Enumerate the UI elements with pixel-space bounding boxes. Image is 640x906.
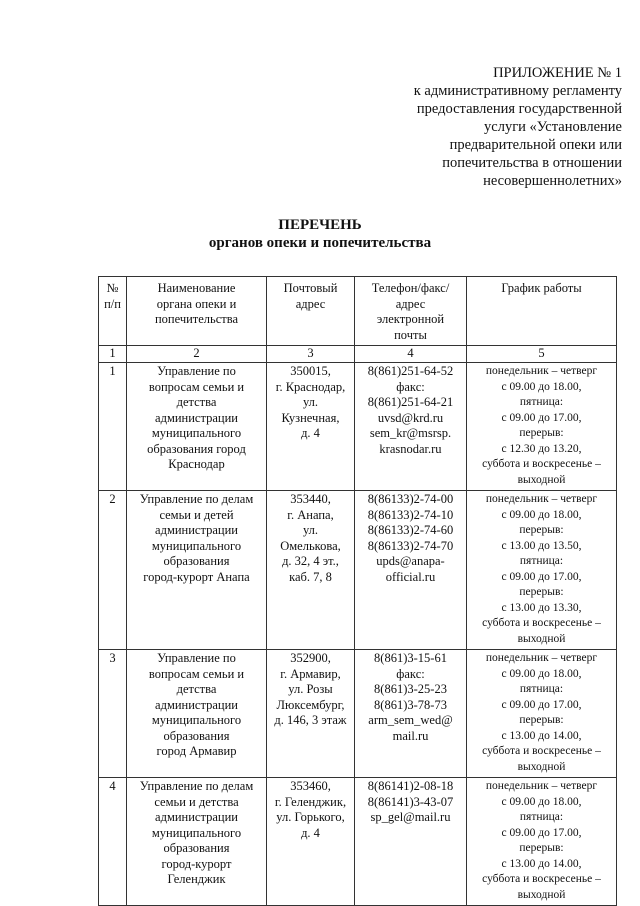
cell-line: суббота и воскресенье –	[482, 617, 601, 629]
cell-line: г. Армавир,	[280, 666, 341, 681]
cell-line: 8(86133)2-74-10	[367, 507, 454, 522]
cell-line: krasnodar.ru	[379, 441, 442, 456]
cell-line: Почтовый	[283, 281, 338, 295]
document-title: ПЕРЕЧЕНЬ	[278, 217, 362, 233]
cell-line: д. 4	[301, 825, 320, 840]
cell-line: г. Геленджик,	[274, 794, 347, 809]
column-index-cell: 2	[127, 346, 267, 363]
cell-line: с 12.30 до 13.20,	[501, 442, 582, 455]
cell-line: город Армавир	[156, 744, 237, 758]
cell-line: образования	[163, 554, 230, 568]
cell-line: органа опеки и	[156, 296, 237, 311]
cell-line: вопросам семьи и	[148, 666, 245, 681]
appendix-line: к административному регламенту	[413, 83, 622, 99]
cell-line: с 13.00 до 13.30,	[501, 601, 582, 614]
cell-line: д. 4	[301, 426, 320, 440]
cell-line: понедельник – четверг	[485, 365, 598, 377]
cell-line: 8(861)251-64-21	[367, 395, 454, 409]
org-name-cell	[127, 778, 267, 906]
cell-line: пятница:	[519, 683, 564, 695]
appendix-line: услуги «Установление	[484, 119, 622, 135]
cell-line: Кузнечная,	[281, 410, 340, 425]
cell-line: факс:	[396, 379, 425, 394]
cell-line: город-курорт	[161, 856, 232, 871]
cell-line: ул. Розы	[288, 682, 333, 696]
cell-line: 8(86133)2-74-60	[367, 523, 454, 537]
row-number: 1	[99, 363, 127, 491]
cell-line: выходной	[517, 632, 566, 645]
column-index-row	[99, 346, 617, 363]
contacts-cell	[355, 650, 467, 778]
cell-line: №	[106, 281, 119, 295]
contacts-cell	[355, 363, 467, 491]
cell-line: Наименование	[157, 281, 236, 295]
postal-address-cell	[267, 363, 355, 491]
cell-line: муниципального	[151, 426, 242, 440]
schedule-cell	[467, 491, 617, 650]
cell-line: 8(86141)2-08-18	[367, 779, 454, 793]
row-number: 3	[99, 650, 127, 778]
cell-line: с 09.00 до 17.00,	[501, 411, 582, 424]
org-name-cell	[127, 491, 267, 650]
cell-line: с 13.00 до 13.50,	[501, 539, 582, 552]
cell-line: Управление по делам	[139, 492, 254, 506]
cell-line: г. Краснодар,	[275, 379, 346, 394]
cell-line: понедельник – четверг	[485, 652, 598, 664]
cell-line: электронной	[376, 312, 445, 326]
cell-line: sp_gel@mail.ru	[370, 810, 451, 824]
document-subtitle: органов опеки и попечительства	[208, 235, 432, 251]
cell-line: с 13.00 до 14.00,	[501, 729, 582, 742]
row-number: 4	[99, 778, 127, 906]
cell-line: пятница:	[519, 811, 564, 823]
cell-line: uvsd@krd.ru	[377, 410, 444, 425]
header-contacts	[355, 277, 467, 346]
cell-line: arm_sem_wed@	[368, 713, 453, 727]
cell-line: администрации	[155, 697, 238, 712]
cell-line: понедельник – четверг	[485, 493, 598, 505]
cell-line: пятница:	[519, 555, 564, 567]
postal-address-cell	[267, 650, 355, 778]
appendix-line: попечительства в отношении	[442, 155, 622, 171]
cell-line: г. Анапа,	[287, 507, 334, 522]
cell-line: График работы	[501, 281, 582, 295]
cell-line: попечительства	[154, 312, 239, 326]
cell-line: 353460,	[290, 779, 331, 793]
cell-line: администрации	[155, 410, 238, 425]
cell-line: Люксембург,	[276, 697, 345, 712]
cell-line: Краснодар	[168, 457, 225, 471]
cell-line: с 09.00 до 18.00,	[501, 667, 582, 680]
postal-address-cell	[267, 491, 355, 650]
org-name-cell	[127, 650, 267, 778]
cell-line: 352900,	[290, 651, 331, 665]
table-body	[99, 363, 617, 906]
cell-line: Телефон/факс/	[371, 281, 450, 295]
column-index-cell: 1	[99, 346, 127, 363]
cell-line: семьи и детства	[154, 794, 239, 809]
cell-line: mail.ru	[392, 728, 429, 743]
cell-line: почты	[394, 327, 427, 342]
cell-line: 8(86133)2-74-70	[367, 538, 454, 553]
appendix-line: несовершеннолетних»	[483, 173, 622, 189]
cell-line: п/п	[104, 296, 121, 311]
table-row	[99, 491, 617, 650]
schedule-cell	[467, 363, 617, 491]
document-heading	[0, 216, 640, 252]
cell-line: с 13.00 до 14.00,	[501, 857, 582, 870]
contacts-cell	[355, 778, 467, 906]
cell-line: ул.	[302, 395, 319, 409]
header-name	[127, 277, 267, 346]
table-row	[99, 363, 617, 491]
cell-line: с 09.00 до 17.00,	[501, 570, 582, 583]
cell-line: с 09.00 до 18.00,	[501, 508, 582, 521]
postal-address-cell	[267, 778, 355, 906]
contacts-cell	[355, 491, 467, 650]
org-name-cell	[127, 363, 267, 491]
header-schedule	[467, 277, 617, 346]
cell-line: 8(861)3-78-73	[374, 697, 447, 712]
cell-line: каб. 7, 8	[289, 569, 332, 584]
cell-line: муниципального	[151, 713, 242, 727]
cell-line: вопросам семьи и	[148, 379, 245, 394]
cell-line: с 09.00 до 17.00,	[501, 698, 582, 711]
cell-line: детства	[176, 395, 217, 409]
column-index-cell: 4	[355, 346, 467, 363]
table-header-row	[99, 277, 617, 346]
cell-line: ул.	[302, 523, 319, 537]
cell-line: суббота и воскресенье –	[482, 458, 601, 470]
cell-line: Управление по делам	[139, 779, 254, 793]
cell-line: перерыв:	[519, 842, 564, 854]
cell-line: sem_kr@msrsp.	[369, 426, 452, 440]
cell-line: суббота и воскресенье –	[482, 873, 601, 885]
cell-line: перерыв:	[519, 524, 564, 536]
cell-line: 350015,	[290, 364, 331, 378]
cell-line: семьи и детей	[159, 507, 234, 522]
cell-line: перерыв:	[519, 586, 564, 598]
cell-line: Геленджик	[167, 872, 226, 886]
column-index-cell: 3	[267, 346, 355, 363]
schedule-cell	[467, 650, 617, 778]
guardianship-bodies-table	[98, 276, 617, 906]
cell-line: Управление по	[157, 364, 236, 378]
table-row	[99, 778, 617, 906]
cell-line: выходной	[517, 760, 566, 773]
schedule-cell	[467, 778, 617, 906]
cell-line: 8(861)3-25-23	[374, 682, 447, 696]
cell-line: с 09.00 до 17.00,	[501, 826, 582, 839]
cell-line: город-курорт Анапа	[143, 569, 250, 584]
cell-line: д. 146, 3 этаж	[274, 713, 347, 727]
cell-line: образования город	[147, 441, 246, 456]
cell-line: с 09.00 до 18.00,	[501, 380, 582, 393]
cell-line: детства	[176, 682, 217, 696]
cell-line: д. 32, 4 эт.,	[282, 554, 339, 568]
table-row	[99, 650, 617, 778]
cell-line: Управление по	[157, 651, 236, 665]
appendix-line: предварительной опеки или	[449, 137, 622, 153]
row-number: 2	[99, 491, 127, 650]
cell-line: пятница:	[519, 396, 564, 408]
cell-line: суббота и воскресенье –	[482, 745, 601, 757]
cell-line: факс:	[396, 666, 425, 681]
cell-line: 8(86133)2-74-00	[367, 492, 454, 506]
cell-line: с 09.00 до 18.00,	[501, 795, 582, 808]
cell-line: выходной	[517, 888, 566, 901]
cell-line: Омелькова,	[280, 538, 341, 553]
cell-line: адрес	[395, 296, 426, 311]
cell-line: перерыв:	[519, 714, 564, 726]
appendix-line: предоставления государственной	[416, 101, 622, 117]
cell-line: ул. Горького,	[276, 810, 345, 824]
header-address	[267, 277, 355, 346]
appendix-block	[360, 64, 622, 190]
header-number	[99, 277, 127, 346]
cell-line: upds@anapa-	[376, 554, 445, 568]
cell-line: адрес	[295, 296, 326, 311]
cell-line: администрации	[155, 523, 238, 537]
cell-line: official.ru	[385, 569, 436, 584]
cell-line: 8(861)251-64-52	[367, 364, 454, 378]
cell-line: 8(86141)3-43-07	[367, 794, 454, 809]
cell-line: понедельник – четверг	[485, 780, 598, 792]
cell-line: перерыв:	[519, 427, 564, 439]
column-index-cell: 5	[467, 346, 617, 363]
appendix-title: ПРИЛОЖЕНИЕ № 1	[493, 65, 622, 81]
cell-line: 8(861)3-15-61	[374, 651, 447, 665]
cell-line: образования	[163, 841, 230, 855]
cell-line: выходной	[517, 473, 566, 486]
cell-line: 353440,	[290, 492, 331, 506]
cell-line: муниципального	[151, 825, 242, 840]
cell-line: администрации	[155, 810, 238, 824]
cell-line: образования	[163, 728, 230, 743]
cell-line: муниципального	[151, 538, 242, 553]
